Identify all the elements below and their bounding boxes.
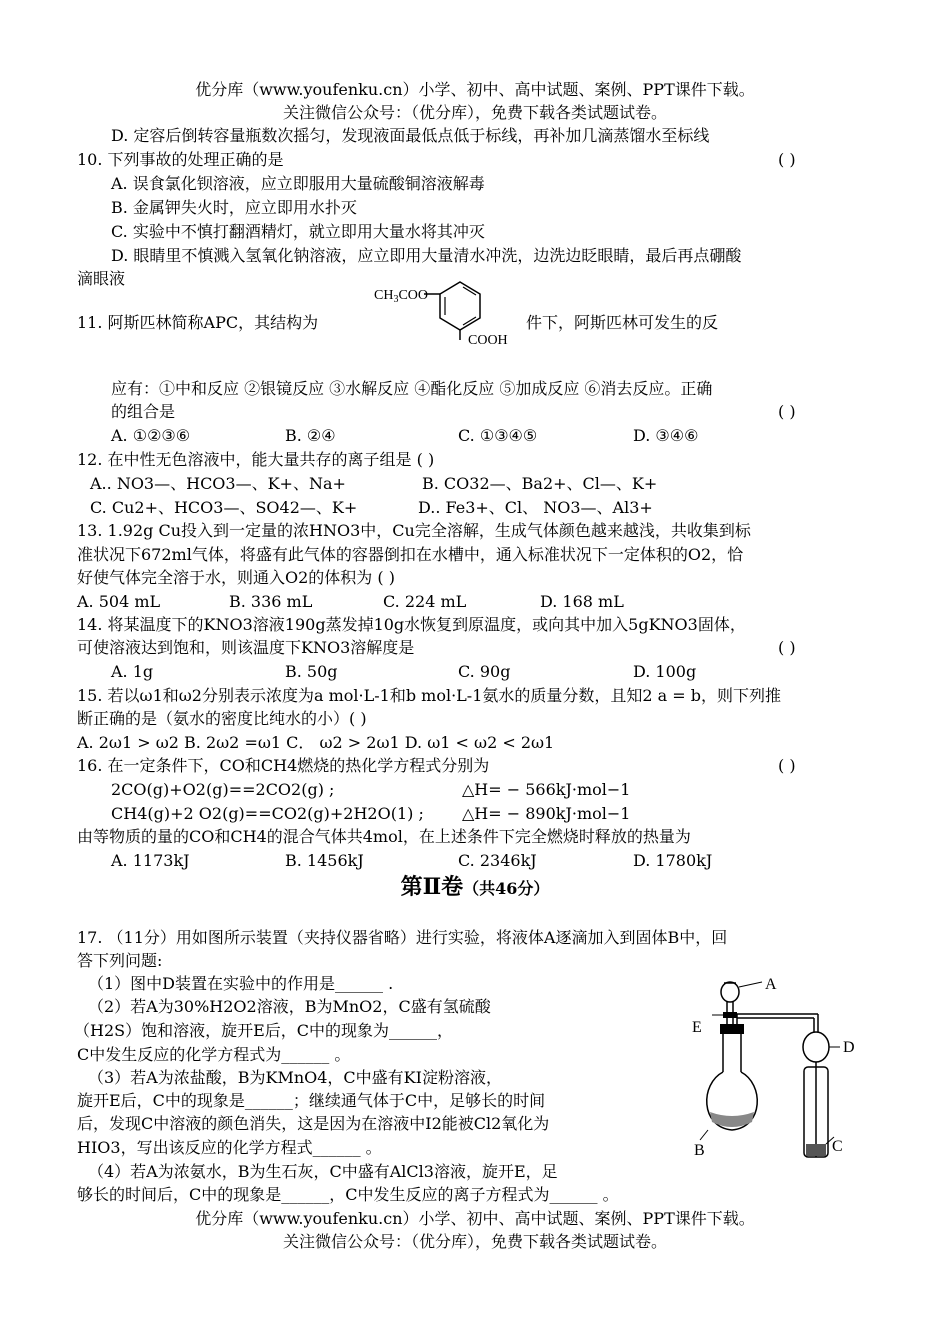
q13-line-3: 好使气体完全溶于水，则通入O2的体积为 ( )	[77, 568, 395, 587]
q9-option-d: D. 定容后倒转容量瓶数次摇匀，发现液面最低点低于标线，再补加几滴蒸馏水至标线	[111, 126, 710, 145]
structure-label-acetoxy: $CH_3COO$	[374, 288, 429, 305]
q12-stem: 12. 在中性无色溶液中，能大量共存的离子组是 ( )	[77, 450, 435, 469]
q16-enthalpy-2: △H= − 890kJ·mol−1	[462, 804, 631, 823]
q14-option-d: D. 100g	[633, 662, 697, 681]
q14-bracket: ( )	[778, 638, 796, 657]
header-line-2: 关注微信公众号：（优分库），免费下载各类试题试卷。	[282, 103, 667, 122]
q15-options: A. 2ω1 > ω2 B. 2ω2 =ω1 C． ω2 > 2ω1 D. ω1 < ω2 < 2ω1	[77, 733, 555, 752]
q16-option-a: A. 1173kJ	[111, 851, 190, 870]
section-2-title: 第Ⅱ卷	[400, 874, 464, 900]
q11-option-b: B. ②④	[285, 426, 336, 445]
q17-line-12: 够长的时间后，C中的现象是______，C中发生反应的离子方程式为______ 。	[77, 1185, 619, 1204]
label-e: E	[692, 1019, 702, 1036]
q17-line-7: （3）若A为浓盐酸，B为KMnO4，C中盛有KI淀粉溶液，	[88, 1068, 502, 1087]
section-2-note: （共46分）	[463, 879, 550, 898]
q11-bracket: ( )	[778, 402, 796, 421]
q17-line-5: （H2S）饱和溶液，旋开E后，C中的现象为______，	[74, 1021, 454, 1040]
q17-line-11: （4）若A为浓氨水，B为生石灰，C中盛有AlCl3溶液，旋开E，足	[88, 1162, 558, 1181]
q15-line-2: 断正确的是（氨水的密度比纯水的小）( )	[77, 709, 367, 728]
q17-line-3: （1）图中D装置在实验中的作用是______ .	[88, 974, 394, 993]
label-b: B	[694, 1142, 705, 1159]
q13-option-d: D. 168 mL	[540, 592, 624, 611]
q16-option-c: C. 2346kJ	[458, 851, 537, 870]
q11-option-c: C. ①③④⑤	[458, 426, 538, 445]
apparatus-figure	[680, 972, 870, 1172]
q14-option-c: C. 90g	[458, 662, 511, 681]
q16-enthalpy-1: △H= − 566kJ·mol−1	[462, 780, 631, 799]
q13-line-2: 准状况下672ml气体，将盛有此气体的容器倒扣在水槽中，通入标准状况下一定体积的O2，恰	[77, 545, 744, 564]
label-c: C	[832, 1138, 843, 1155]
section-2-heading	[0, 876, 950, 900]
q16-equation-1: 2CO(g)+O2(g)==2CO2(g) ;	[111, 780, 335, 799]
footer-line-2: 关注微信公众号：（优分库），免费下载各类试题试卷。	[282, 1232, 667, 1251]
q11-option-a: A. ①②③⑥	[111, 426, 191, 445]
label-a: A	[765, 976, 777, 993]
q14-option-a: A. 1g	[111, 662, 154, 681]
q12-option-c: C. Cu2+、HCO3—、SO42—、K+	[90, 498, 358, 517]
q16-option-b: B. 1456kJ	[285, 851, 364, 870]
q11-option-d: D. ③④⑥	[633, 426, 699, 445]
q11-stem-left: 11. 阿斯匹林简称APC，其结构为	[77, 313, 319, 332]
q14-line-2: 可使溶液达到饱和，则该温度下KNO3溶解度是	[77, 638, 415, 657]
q17-line-4: （2）若A为30%H2O2溶液，B为MnO2，C盛有氢硫酸	[88, 997, 491, 1016]
q14-line-1: 14. 将某温度下的KNO3溶液190g蒸发掉10g水恢复到原温度，或向其中加入5gKNO3固体，	[77, 615, 746, 634]
q13-option-c: C. 224 mL	[383, 592, 467, 611]
structure-label-carboxyl: COOH	[468, 333, 508, 348]
q11-line-2: 应有：①中和反应 ②银镜反应 ③水解反应 ④酯化反应 ⑤加成反应 ⑥消去反应。正确	[111, 379, 713, 398]
footer-line-1: 优分库（www.youfenku.cn）小学、初中、高中试题、案例、PPT课件下载。	[195, 1209, 755, 1228]
q17-line-1: 17. （11分）用如图所示装置（夹持仪器省略）进行实验，将液体A逐滴加入到固体B中，回	[77, 928, 728, 947]
q14-option-b: B. 50g	[285, 662, 338, 681]
label-d: D	[843, 1039, 855, 1056]
q12-option-d: D.. Fe3+、Cl、 NO3—、Al3+	[418, 498, 653, 517]
q11-stem-right: 件下，阿斯匹林可发生的反	[526, 313, 719, 332]
q10-option-d-2: 滴眼液	[77, 269, 126, 288]
q10-option-a: A. 误食氯化钡溶液，应立即服用大量硫酸铜溶液解毒	[111, 174, 485, 193]
stopcock-e	[723, 1012, 737, 1018]
q17-line-8: 旋开E后，C中的现象是______；继续通气体于C中，足够长的时间	[77, 1091, 546, 1110]
q12-option-b: B. CO32—、Ba2+、Cl—、K+	[422, 474, 658, 493]
q10-stem: 10. 下列事故的处理正确的是	[77, 150, 284, 169]
q17-line-9: 后，发现C中溶液的颜色消失，这是因为在溶液中I2能被Cl2氧化为	[77, 1114, 550, 1133]
q13-line-1: 13. 1.92g Cu投入到一定量的浓HNO3中，Cu完全溶解，生成气体颜色越来越浅，共收集到标	[77, 521, 751, 540]
q11-line-3: 的组合是	[111, 402, 176, 421]
q10-option-d-1: D. 眼睛里不慎溅入氢氧化钠溶液，应立即用大量清水冲洗，边洗边眨眼睛，最后再点硼酸	[111, 246, 742, 265]
q15-line-1: 15. 若以ω1和ω2分别表示浓度为a mol·L-1和b mol·L-1氨水的质量分数，且知2 a = b，则下列推	[77, 686, 782, 705]
q10-option-c: C. 实验中不慎打翻酒精灯，就立即用大量水将其冲灭	[111, 222, 485, 241]
q12-option-a: A.. NO3—、HCO3—、K+、Na+	[90, 474, 346, 493]
q13-option-a: A. 504 mL	[77, 592, 161, 611]
q16-bracket: ( )	[778, 756, 796, 775]
aspirin-structure	[372, 270, 522, 350]
header-line-1: 优分库（www.youfenku.cn）小学、初中、高中试题、案例、PPT课件下载。	[195, 80, 755, 99]
q17-line-10: HIO3，写出该反应的化学方程式______ 。	[77, 1138, 382, 1157]
q10-bracket: ( )	[778, 150, 796, 169]
q16-line-3: 由等物质的量的CO和CH4的混合气体共4mol，在上述条件下完全燃烧时释放的热量为	[77, 827, 691, 846]
q17-line-6: C中发生反应的化学方程式为______ 。	[77, 1045, 351, 1064]
q10-option-b: B. 金属钾失火时，应立即用水扑灭	[111, 198, 357, 217]
q16-equation-2: CH4(g)+2 O2(g)==CO2(g)+2H2O(1) ;	[111, 804, 424, 823]
q16-option-d: D. 1780kJ	[633, 851, 713, 870]
q17-line-2: 答下列问题:	[77, 951, 163, 970]
q13-option-b: B. 336 mL	[229, 592, 313, 611]
q16-stem: 16. 在一定条件下，CO和CH4燃烧的热化学方程式分别为	[77, 756, 490, 775]
